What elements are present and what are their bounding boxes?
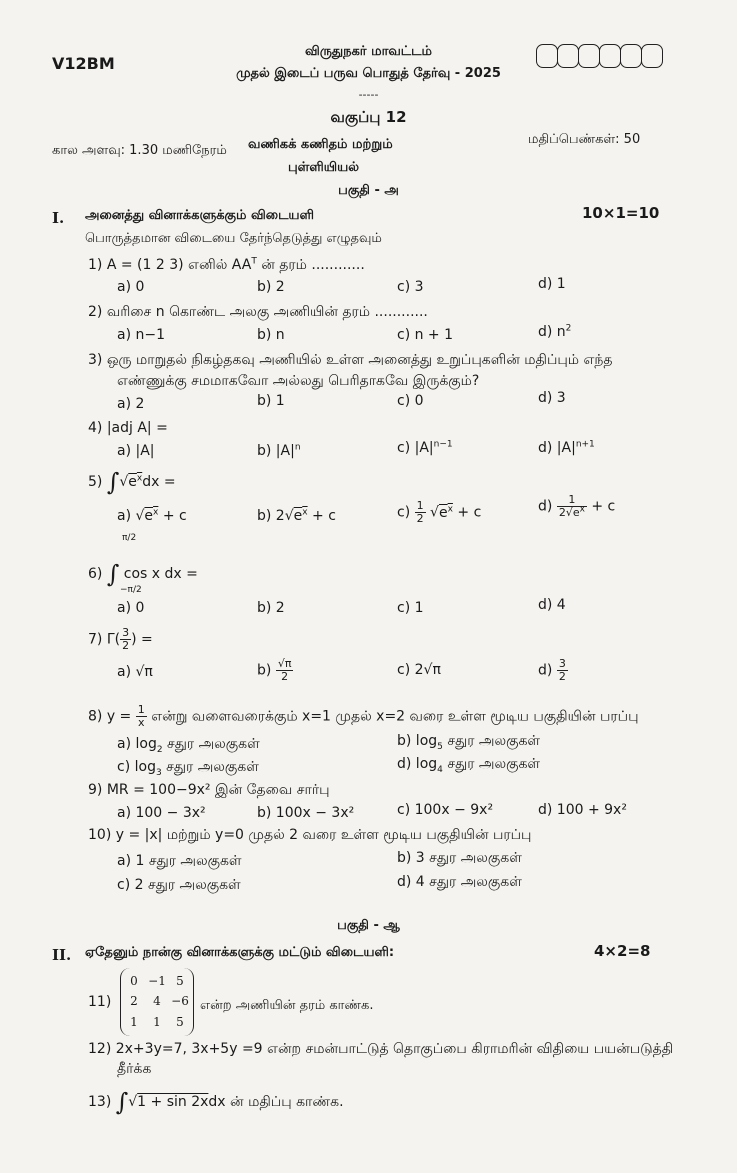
q1-option-a: a) 0 [117, 279, 145, 295]
q10-option-d: d) 4 சதுர அலகுகள் [397, 874, 522, 890]
q6-upper-limit: π/2 [122, 533, 137, 543]
matrix-cell: 5 [176, 974, 184, 988]
q2-option-a: a) n−1 [117, 327, 166, 343]
q10-option-b: b) 3 சதுர அலகுகள் [397, 850, 522, 866]
part-b-title: பகுதி - ஆ [337, 918, 400, 933]
q10-option-c: c) 2 சதுர அலகுகள் [117, 877, 241, 893]
q11-matrix [120, 968, 194, 1036]
question-4: 4) |adj A| = [88, 420, 168, 436]
q2-option-b: b) n [257, 327, 285, 343]
matrix-cell: −1 [148, 974, 166, 988]
q6-option-d: d) 4 [538, 597, 566, 613]
part-b-roman: II. [52, 946, 72, 964]
matrix-cell: 4 [153, 994, 161, 1008]
matrix-cell: 2 [130, 994, 138, 1008]
district-title: விருதுநகர் மாவட்டம் [305, 44, 432, 59]
q9-option-c: c) 100x − 9x² [397, 802, 494, 818]
question-2: 2) வரிசை n கொண்ட அலகு அணியின் தரம் ............ [88, 304, 428, 320]
q8-option-a: a) $\log_2$ சதுர அலகுகள் [117, 736, 260, 755]
q3-option-b: b) 1 [257, 393, 285, 409]
q10-option-a: a) 1 சதுர அலகுகள் [117, 853, 242, 869]
question-9: 9) MR = 100−9x² இன் தேவை சார்பு [88, 782, 330, 798]
q7-option-a: a) √π [117, 664, 153, 680]
subject-name-line2: புள்ளியியல் [288, 160, 360, 175]
matrix-cell: 0 [130, 974, 138, 988]
q1-option-c: c) 3 [397, 279, 424, 295]
q3-option-d: d) 3 [538, 390, 566, 406]
question-13: 13) ∫√1 + sin 2xdx ன் மதிப்பு காண்க. [88, 1088, 344, 1116]
question-3: 3) ஒரு மாறுதல் நிகழ்தகவு அணியில் உள்ள அனைத்து உறுப்புகளின் மதிப்பும் எந்த [88, 352, 613, 368]
q7-option-c: c) 2√π [397, 662, 441, 678]
q4-option-d: d) $|A|^{n+1}$ [538, 439, 595, 456]
question-11-number: 11) [88, 994, 112, 1010]
q6-option-b: b) 2 [257, 600, 285, 616]
q6-option-a: a) 0 [117, 600, 145, 616]
matrix-cell: 1 [153, 1015, 161, 1029]
q1-option-d: d) 1 [538, 276, 566, 292]
q2-option-c: c) n + 1 [397, 327, 454, 343]
paper-code: V12BM [52, 54, 115, 73]
q4-option-c: c) $|A|^{n-1}$ [397, 439, 453, 456]
exam-title: முதல் இடைப் பருவ பொதுத் தேர்வு - 2025 [236, 66, 501, 81]
part-a-instruction: அனைத்து வினாக்களுக்கும் விடையளி [85, 208, 314, 223]
q3-option-c: c) 0 [397, 393, 424, 409]
header-dashes: ----- [358, 88, 379, 101]
matrix-cell: 1 [130, 1015, 138, 1029]
part-b-marks: 4×2=8 [594, 942, 651, 960]
q9-option-a: a) 100 − 3x² [117, 805, 206, 821]
q6-option-c: c) 1 [397, 600, 424, 616]
class-title: வகுப்பு 12 [330, 108, 407, 126]
q9-option-b: b) 100x − 3x² [257, 805, 355, 821]
q8-option-b: b) $\log_5$ சதுர அலகுகள் [397, 733, 541, 752]
question-1: 1) A = (1 2 3) எனில் $AA^T$ ன் தரம் ............ [88, 256, 365, 273]
q5-option-c: c) $\frac{1}{2}$ $√e^x + c$ [397, 499, 482, 525]
q4-option-b: b) $|A|^n$ [257, 442, 301, 459]
question-1-text: A = (1 2 3) எனில் $AA^T$ ன் தரம் ............ [106, 256, 365, 273]
part-a-marks: 10×1=10 [582, 204, 660, 222]
subject-name-line1: வணிகக் கணிதம் மற்றும் [248, 137, 393, 152]
q4-option-a: a) |A| [117, 443, 155, 459]
question-5: 5) $\int√e^xdx$ = [88, 468, 176, 496]
matrix-cell: 5 [176, 1015, 184, 1029]
q2-option-d: d) $n^2$ [538, 323, 572, 340]
q5-option-d: d) $\frac{1}{2√e^x}$ + c [538, 493, 616, 519]
question-3-line2: எண்ணுக்கு சமமாகவோ அல்லது பெரிதாகவே இருக்கும்? [117, 373, 480, 389]
question-12-line2: தீர்க்க [117, 1061, 152, 1077]
question-12: 12) 2x+3y=7, 3x+5y =9 என்ற சமன்பாட்டுத் தொகுப்பை கிராமரின் விதியை பயன்படுத்தி [88, 1041, 674, 1057]
q7-option-b: b) $\frac{√\pi}{2}$ [257, 657, 292, 683]
q7-option-d: d) $\frac{3}{2}$ [538, 657, 566, 683]
time-duration: கால அளவு: 1.30 மணிநேரம் [52, 143, 227, 158]
part-a-subinstruction: பொருத்தமான விடையை தேர்ந்தெடுத்து எழுதவும் [85, 231, 382, 246]
q9-option-d: d) 100 + 9x² [538, 802, 627, 818]
question-10: 10) y = |x| மற்றும் y=0 முதல் 2 வரை உள்ள மூடிய பகுதியின் பரப்பு [88, 827, 532, 843]
question-8: 8) y = $\frac{1}{x}$ என்று வளைவரைக்கும் x=1 முதல் x=2 வரை உள்ள மூடிய பகுதியின் பரப்பு [88, 703, 639, 729]
part-a-title: பகுதி - அ [338, 183, 399, 198]
total-marks: மதிப்பெண்கள்: 50 [528, 132, 641, 147]
part-b-instruction: ஏதேனும் நான்கு வினாக்களுக்கு மட்டும் விடையளி: [85, 945, 395, 960]
question-7: 7) Γ( $\frac{3}{2}$ ) = [88, 626, 153, 652]
part-a-roman: I. [52, 209, 65, 227]
question-6: 6) ∫ cos x dx = [88, 560, 198, 588]
q3-option-a: a) 2 [117, 396, 145, 412]
q8-option-d: d) $\log_4$ சதுர அலகுகள் [397, 756, 541, 775]
q6-lower-limit: −π/2 [120, 585, 142, 595]
q5-option-b: b) $2√e^x + c$ [257, 507, 336, 524]
matrix-cell: −6 [171, 994, 189, 1008]
q8-option-c: c) $\log_3$ சதுர அலகுகள் [117, 759, 259, 778]
q1-option-b: b) 2 [257, 279, 285, 295]
question-11-text: என்ற அணியின் தரம் காண்க. [200, 998, 374, 1013]
q5-option-a: a) $√e^x + c$ [117, 507, 187, 524]
